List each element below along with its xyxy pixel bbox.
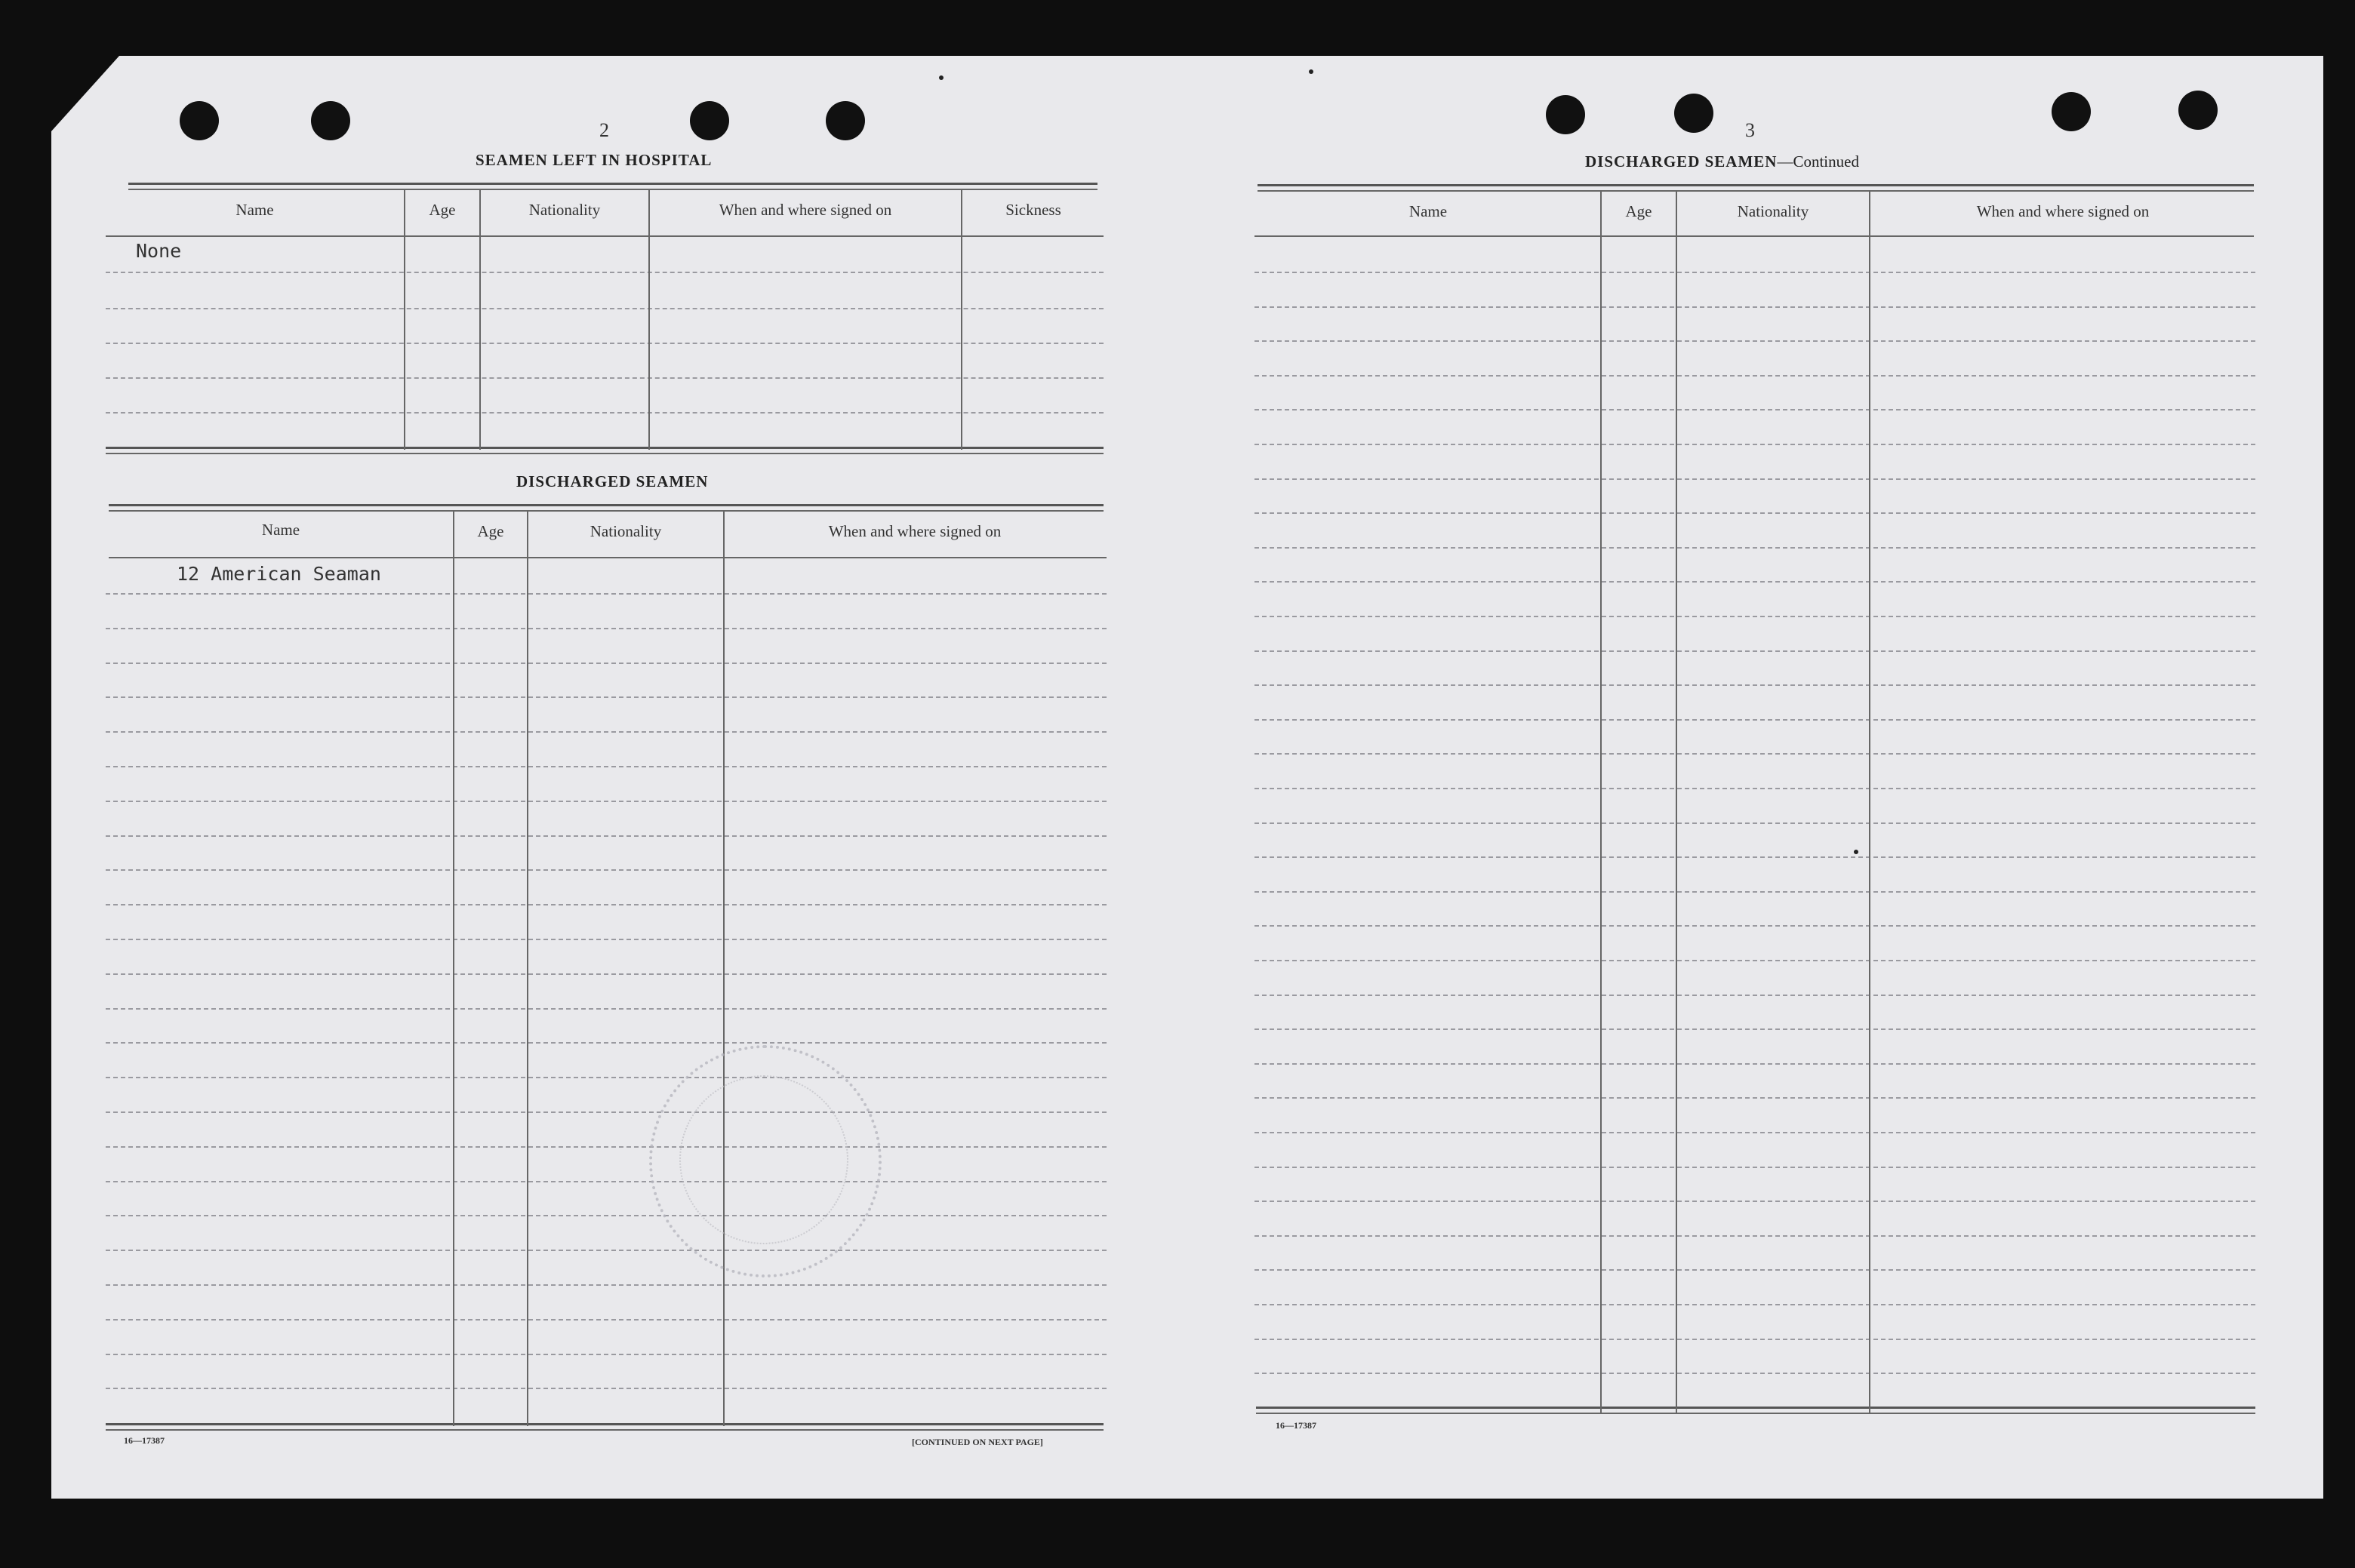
punch-hole <box>690 101 729 140</box>
ruled-row-line <box>106 1008 1107 1010</box>
ruled-row-line <box>106 1111 1107 1113</box>
hospital-row-line <box>106 343 1104 344</box>
ruled-row-line <box>1254 1028 2255 1030</box>
ruled-row-line <box>1254 1132 2255 1133</box>
ruled-row-line <box>1254 650 2255 652</box>
discharged-entry-name: 12 American Seaman <box>177 563 381 585</box>
ruled-row-line <box>1254 1167 2255 1168</box>
punch-hole <box>1674 94 1713 133</box>
ruled-row-line <box>1254 1201 2255 1202</box>
discharged-col-nationality-header: Nationality <box>590 522 662 540</box>
right-table-top-rule-2 <box>1258 190 2254 192</box>
faded-circular-stamp-inner <box>679 1075 848 1244</box>
ruled-row-line <box>1254 960 2255 961</box>
right-header-rule <box>1254 235 2254 237</box>
ruled-row-line <box>1254 1339 2255 1340</box>
form-number-right: 16—17387 <box>1276 1420 1316 1431</box>
hospital-table-top-rule <box>128 183 1097 185</box>
hospital-table-top-rule-2 <box>128 189 1097 190</box>
ink-speck <box>939 75 944 80</box>
ruled-row-line <box>1254 822 2255 824</box>
punch-hole <box>180 101 219 140</box>
ink-speck <box>1854 850 1858 854</box>
hospital-section-title: SEAMEN LEFT IN HOSPITAL <box>476 151 713 169</box>
ruled-row-line <box>1254 1373 2255 1374</box>
hospital-col-divider <box>961 189 962 450</box>
ink-speck <box>1309 69 1313 74</box>
punch-hole <box>2052 92 2091 131</box>
hospital-col-signed-on-header: When and where signed on <box>719 201 892 219</box>
right-table-bottom-rule <box>1256 1407 2255 1409</box>
right-col-divider <box>1676 190 1677 1413</box>
ruled-row-line <box>106 973 1107 975</box>
ruled-row-line <box>1254 444 2255 445</box>
ruled-row-line <box>1254 788 2255 789</box>
ruled-row-line <box>1254 616 2255 617</box>
hospital-table-bottom-rule <box>106 447 1104 449</box>
ruled-row-line <box>106 904 1107 905</box>
ruled-row-line <box>106 939 1107 940</box>
right-col-divider <box>1600 190 1602 1413</box>
ruled-row-line <box>1254 1235 2255 1237</box>
discharged-table-top-rule-2 <box>109 510 1104 512</box>
hospital-row-line <box>106 272 1104 273</box>
ruled-row-line <box>1254 547 2255 549</box>
ruled-row-line <box>1254 1269 2255 1271</box>
ruled-row-line <box>106 1319 1107 1321</box>
discharged-col-divider <box>723 510 725 1426</box>
ruled-row-line <box>1254 684 2255 686</box>
hospital-entry-name: None <box>136 240 182 262</box>
hospital-col-age-header: Age <box>429 201 456 219</box>
hospital-row-line <box>106 412 1104 414</box>
hospital-col-name-header: Name <box>236 201 274 219</box>
ruled-row-line <box>1254 1097 2255 1099</box>
hospital-col-nationality-header: Nationality <box>528 201 601 219</box>
ruled-row-line <box>1254 856 2255 858</box>
ruled-row-line <box>1254 1304 2255 1305</box>
ruled-row-line <box>106 731 1107 733</box>
ruled-row-line <box>1254 478 2255 480</box>
ruled-row-line <box>106 1215 1107 1216</box>
ruled-row-line <box>106 1181 1107 1182</box>
discharged-col-divider <box>527 510 528 1426</box>
ruled-row-line <box>1254 512 2255 514</box>
discharged-table-bottom-rule-2 <box>106 1429 1104 1431</box>
ruled-row-line <box>106 663 1107 664</box>
ruled-row-line <box>1254 306 2255 308</box>
discharged-table-top-rule <box>109 504 1104 506</box>
ruled-row-line <box>106 869 1107 871</box>
right-col-divider <box>1869 190 1870 1413</box>
discharged-col-age-header: Age <box>477 522 504 540</box>
right-col-age-header: Age <box>1625 202 1652 220</box>
hospital-col-divider <box>404 189 405 450</box>
ruled-row-line <box>1254 1063 2255 1065</box>
ruled-row-line <box>1254 891 2255 893</box>
ruled-row-line <box>106 1388 1107 1389</box>
ruled-row-line <box>1254 375 2255 377</box>
ruled-row-line <box>106 835 1107 837</box>
ruled-row-line <box>106 801 1107 802</box>
ruled-row-line <box>106 1250 1107 1251</box>
punch-hole <box>2178 91 2218 130</box>
punch-hole <box>1546 95 1585 134</box>
discharged-col-name-header: Name <box>261 521 300 539</box>
ruled-row-line <box>106 1284 1107 1286</box>
right-table-bottom-rule-2 <box>1256 1413 2255 1414</box>
continued-note: [CONTINUED ON NEXT PAGE] <box>912 1437 1043 1447</box>
hospital-header-rule <box>106 235 1104 237</box>
right-table-top-rule <box>1258 184 2254 186</box>
ruled-row-line <box>106 1146 1107 1148</box>
ruled-row-line <box>1254 581 2255 583</box>
hospital-col-sickness-header: Sickness <box>1005 201 1061 219</box>
punch-hole <box>311 101 350 140</box>
ruled-row-line <box>106 1077 1107 1078</box>
right-col-name-header: Name <box>1408 202 1448 220</box>
form-number-left: 16—17387 <box>124 1435 165 1446</box>
hospital-row-line <box>106 308 1104 309</box>
discharged-section-title: DISCHARGED SEAMEN <box>516 472 709 490</box>
right-col-nationality-header: Nationality <box>1737 202 1809 220</box>
discharged-continued-title-suffix: —Continued <box>1777 152 1859 171</box>
ruled-row-line <box>106 696 1107 698</box>
discharged-col-signed-on-header: When and where signed on <box>828 522 1002 540</box>
ruled-row-line <box>106 628 1107 629</box>
ruled-row-line <box>106 1354 1107 1355</box>
hospital-table-bottom-rule-2 <box>106 453 1104 454</box>
ruled-row-line <box>1254 719 2255 721</box>
discharged-header-rule <box>109 557 1107 558</box>
ruled-row-line <box>1254 925 2255 927</box>
hospital-col-divider <box>648 189 650 450</box>
discharged-continued-title-main: DISCHARGED SEAMEN <box>1585 152 1778 171</box>
discharged-table-bottom-rule <box>106 1423 1104 1425</box>
discharged-continued-title <box>1585 152 1859 171</box>
hospital-row-line <box>106 377 1104 379</box>
punch-hole <box>826 101 865 140</box>
discharged-col-divider <box>453 510 454 1426</box>
ruled-row-line <box>1254 340 2255 342</box>
right-col-signed-on-header: When and where signed on <box>1976 202 2150 220</box>
ruled-row-line <box>1254 753 2255 755</box>
ruled-row-line <box>1254 272 2255 273</box>
ruled-row-line <box>106 593 1107 595</box>
hospital-col-divider <box>479 189 481 450</box>
ruled-row-line <box>1254 409 2255 410</box>
ruled-row-line <box>106 1042 1107 1044</box>
ruled-row-line <box>1254 995 2255 996</box>
page-number-right: 3 <box>1745 119 1755 141</box>
ruled-row-line <box>106 766 1107 767</box>
page-number-left: 2 <box>599 119 609 141</box>
